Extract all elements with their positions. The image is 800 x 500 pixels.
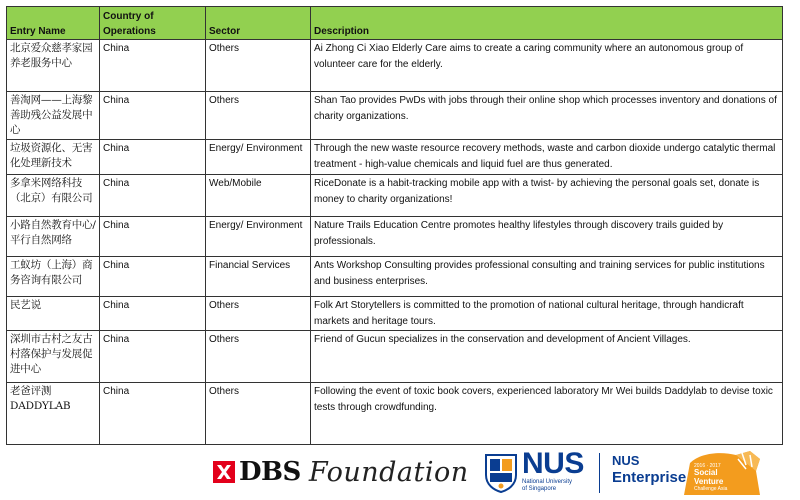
entry-name: 小路自然教育中心/平行自然网络 bbox=[7, 217, 100, 257]
entry-description: RiceDonate is a habit-tracking mobile app with a twist- by achieving the personal goals set, donate is money to charity organizations! bbox=[311, 175, 783, 217]
table-row bbox=[7, 217, 783, 257]
table-row bbox=[7, 297, 783, 331]
logo-divider bbox=[599, 453, 600, 493]
entry-country: China bbox=[100, 175, 206, 217]
entry-description: Following the event of toxic book covers, experienced laboratory Mr Wei builds Daddylab to devise toxic tests through crowdfunding. bbox=[311, 383, 783, 445]
table-header-row bbox=[7, 7, 783, 40]
dbs-brand: DBS bbox=[239, 457, 301, 487]
entry-country: China bbox=[100, 331, 206, 383]
entry-sector: Web/Mobile bbox=[206, 175, 311, 217]
entry-name: 多拿米网络科技（北京）有限公司 bbox=[7, 175, 100, 217]
entry-description: Friend of Gucun specializes in the conservation and development of Ancient Villages. bbox=[311, 331, 783, 383]
dbs-foundation-text: Foundation bbox=[308, 456, 469, 488]
entry-name: 北京爱众慈孝家园养老服务中心 bbox=[7, 40, 100, 92]
entry-description: Shan Tao provides PwDs with jobs through their online shop which processes inventory and donations of charity organizations. bbox=[311, 92, 783, 140]
header-description: Description bbox=[311, 7, 783, 40]
header-sector: Sector bbox=[206, 7, 311, 40]
nus-subtitle-2: of Singapore bbox=[522, 486, 557, 492]
nus-enterprise-line-2: Enterprise bbox=[612, 469, 687, 486]
svc-title-3: Challenge Asia bbox=[694, 486, 728, 492]
entry-name: 工蚁坊（上海）商务咨询有限公司 bbox=[7, 257, 100, 297]
table-row bbox=[7, 383, 783, 445]
entry-country: China bbox=[100, 257, 206, 297]
sponsor-logos bbox=[0, 445, 800, 500]
entries-table bbox=[6, 6, 783, 445]
header-entry-name: Entry Name bbox=[7, 7, 100, 40]
svc-title-2: Venture bbox=[694, 476, 724, 486]
entry-description: Through the new waste resource recovery methods, waste and carbon dioxide undergo catalytic thermal treatment - high-value chemicals and liquid fuel are thus generated. bbox=[311, 140, 783, 175]
entry-country: China bbox=[100, 40, 206, 92]
nus-crest-icon bbox=[484, 453, 518, 493]
dbs-foundation-logo bbox=[213, 455, 469, 489]
entry-sector: Others bbox=[206, 297, 311, 331]
entry-name: 垃圾资源化、无害化处理新技术 bbox=[7, 140, 100, 175]
svc-years: 2016 · 2017 bbox=[694, 463, 721, 469]
entry-sector: Financial Services bbox=[206, 257, 311, 297]
table-row bbox=[7, 140, 783, 175]
svc-text-block bbox=[694, 463, 764, 492]
nus-enterprise-line-1: NUS bbox=[612, 453, 640, 468]
entry-sector: Energy/ Environment bbox=[206, 217, 311, 257]
entry-sector: Others bbox=[206, 331, 311, 383]
dbs-x-icon bbox=[213, 461, 235, 483]
entry-name: 老爸评测DADDYLAB bbox=[7, 383, 100, 445]
entry-description: Ai Zhong Ci Xiao Elderly Care aims to create a caring community where an autonomous group of volunteer care for the elderly. bbox=[311, 40, 783, 92]
entry-name: 善淘网——上海黎善助残公益发展中心 bbox=[7, 92, 100, 140]
nus-subtitle-1: National University bbox=[522, 479, 573, 485]
entry-country: China bbox=[100, 217, 206, 257]
entry-sector: Others bbox=[206, 92, 311, 140]
table-row bbox=[7, 257, 783, 297]
entry-sector: Others bbox=[206, 383, 311, 445]
nus-brand: NUS bbox=[522, 447, 584, 480]
table-row bbox=[7, 331, 783, 383]
entry-sector: Energy/ Environment bbox=[206, 140, 311, 175]
entry-sector: Others bbox=[206, 40, 311, 92]
entry-country: China bbox=[100, 297, 206, 331]
entry-country: China bbox=[100, 140, 206, 175]
table-row bbox=[7, 175, 783, 217]
table-row bbox=[7, 40, 783, 92]
nus-logo bbox=[522, 449, 584, 493]
nus-enterprise-logo bbox=[612, 453, 686, 487]
table-row bbox=[7, 92, 783, 140]
entry-name: 深圳市古村之友古村落保护与发展促进中心 bbox=[7, 331, 100, 383]
entry-description: Nature Trails Education Centre promotes healthy lifestyles through discovery trails guided by professionals. bbox=[311, 217, 783, 257]
entry-country: China bbox=[100, 92, 206, 140]
svc-title-1: Social bbox=[694, 468, 718, 477]
entry-description: Folk Art Storytellers is committed to the promotion of national cultural heritage, through handicraft markets and heritage tours. bbox=[311, 297, 783, 331]
header-country: Country of Operations bbox=[100, 7, 206, 40]
entry-name: 民艺说 bbox=[7, 297, 100, 331]
entry-description: Ants Workshop Consulting provides professional consulting and training services for public institutions and business enterprises. bbox=[311, 257, 783, 297]
entry-country: China bbox=[100, 383, 206, 445]
